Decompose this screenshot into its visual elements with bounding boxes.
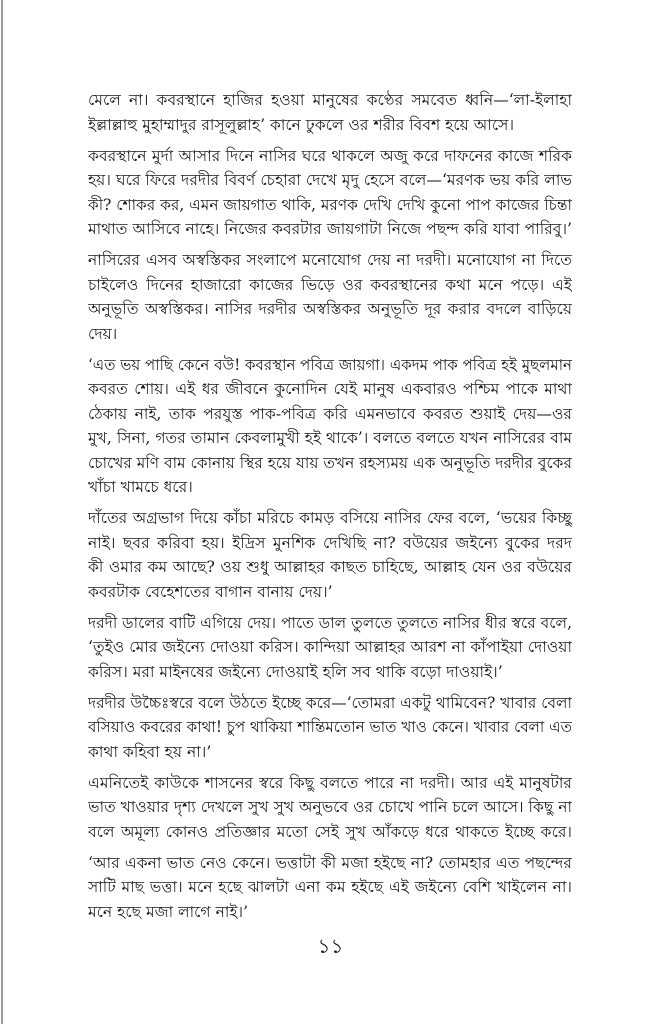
line-text: চোখের মণি বাম কোনায় স্থির হয়ে যায় তখন রহস্যময় এক অনুভূতি দরদীর বুকের <box>88 453 572 472</box>
line-text: ঠেকায় নাই, তাক পরযুস্ত পাক-পবিত্র করি এমনভাবে কবরত শুয়াই দেয়—ওর <box>88 404 572 423</box>
text-line <box>88 795 572 820</box>
line-text: সাটি মাছ ভত্তা। মনে হছে ঝালটা এনা কম হইছে এই জইন্যে বেশি খাইলেন না। <box>88 878 572 896</box>
paragraph <box>88 144 572 242</box>
line-text: মুখ, সিনা, গতর তামান কেবলামুখী হই থাকে’। বলতে বলতে যখন নাসিরের বাম <box>88 429 572 447</box>
paragraph <box>88 506 572 604</box>
line-text: ভাত খাওয়ার দৃশ্য দেখলে সুখ সুখ অনুভবে ওর চোখে পানি চলে আসে। কিছু না <box>88 798 572 816</box>
text-line <box>88 193 572 218</box>
line-text: অনুভূতি অস্বস্তিকর। নাসির দরদীর অস্বস্তিকর অনুভূতি দূর করার বদলে বাড়িয়ে <box>88 300 572 318</box>
line-text: বসিয়াও কবরের কাথা! চুপ থাকিয়া শান্তিমতোন ভাত খাও কেনে। খাবার বেলা এত <box>88 718 572 736</box>
line-text: কী? শোকর কর, এমন জায়গাত থাকি, মরণক দেখি দেখি কুনো পাপ কাজের চিন্তা <box>88 195 572 214</box>
line-text: কাথা কহিবা হয় না।’ <box>88 742 212 761</box>
line-text: নাই। ছবর করিবা হয়। ইদ্রিস মুনশিক দেখিছি না? বউয়ের জইন্যে বুকের দরদ <box>88 533 572 552</box>
text-line <box>88 475 572 500</box>
text-line <box>88 426 572 451</box>
page-number: ১১ <box>317 934 344 958</box>
line-text: খাঁচা খামচে ধরে। <box>88 478 193 496</box>
text-line <box>88 88 572 113</box>
text-line <box>88 353 572 378</box>
text-line <box>88 580 572 605</box>
line-text: দরদীর উচ্চৈঃস্বরে বলে উঠতে ইচ্ছে করে—‘তোমরা একটু থামিবেন? খাবার বেলা <box>88 693 572 712</box>
text-line <box>88 322 572 347</box>
line-text: নাসিরের এসব অস্বস্তিকর সংলাপে মনোযোগ দেয় না দরদী। মনোযোগ না দিতে <box>88 251 572 269</box>
text-line <box>88 611 572 636</box>
text-line <box>88 113 572 138</box>
paragraph <box>88 771 572 845</box>
text-line <box>88 506 572 531</box>
line-text: বলে অমূল্য কোনও প্রতিজ্ঞার মতো সেই সুখ আঁকড়ে ধরে থাকতে ইচ্ছে করে। <box>88 822 572 841</box>
text-line <box>88 297 572 322</box>
text-line <box>88 820 572 845</box>
line-text: কী ওমার কম আছে? ওয় শুধু আল্লাহর কাছত চাহিছে, আল্লাহ যেন ওর বউয়ের <box>88 558 572 576</box>
text-line <box>88 875 572 900</box>
text-line <box>88 531 572 556</box>
paragraph <box>88 88 572 137</box>
line-text: মেলে না। কবরস্থানে হাজির হওয়া মানুষের কণ্ঠের সমবেত ধ্বনি—‘লা-ইলাহা <box>88 91 572 109</box>
line-text: করিস। মরা মাইনষের জইন্যে দোওয়াই হলি সব থাকি বড়ো দাওয়াই।’ <box>88 662 503 681</box>
text-line <box>88 168 572 193</box>
line-text: এমনিতেই কাউকে শাসনের স্বরে কিছু বলতে পারে না দরদী। আর এই মানুষটার <box>88 773 572 792</box>
text-line <box>88 851 572 876</box>
text-line <box>88 660 572 685</box>
paragraph <box>88 353 572 500</box>
line-text: দরদী ডালের বাটি এগিয়ে দেয়। পাতে ডাল তুলতে তুলতে নাসির ধীর স্বরে বলে, <box>88 613 572 632</box>
body-text <box>88 88 572 931</box>
line-text: ‘তুইও মোর জইন্যে দোওয়া করিস। কান্দিয়া আল্লাহর আরশ না কাঁপাইয়া দোওয়া <box>88 638 572 656</box>
text-line <box>88 715 572 740</box>
text-line <box>88 217 572 242</box>
paragraph <box>88 851 572 925</box>
line-text: ইল্লাল্লাহু মুহাম্মাদুর রাসূলুল্লাহ’ কানে ঢুকলে ওর শরীর বিবশ হয়ে আসে। <box>88 115 515 134</box>
line-text: ‘এত ভয় পাছি কেনে বউ! কবরস্থান পবিত্র জায়গা। একদম পাক পবিত্র হই মুছলমান <box>88 355 572 374</box>
text-line <box>88 144 572 169</box>
text-line <box>88 451 572 476</box>
text-line <box>88 248 572 273</box>
text-line <box>88 900 572 925</box>
line-text: হয়। ঘরে ফিরে দরদীর বিবর্ণ চেহারা দেখে মৃদু হেসে বলে—‘মরণক ভয় করি লাভ <box>88 171 572 189</box>
line-text: দাঁতের অগ্রভাগ দিয়ে কাঁচা মরিচে কামড় বসিয়ে নাসির ফের বলে, ‘ভয়ের কিচ্ছু <box>88 509 572 527</box>
line-text: কবরটাক বেহেশতের বাগান বানায় দেয়।’ <box>88 582 333 601</box>
text-line <box>88 273 572 298</box>
line-text: ‘আর একনা ভাত নেও কেনে। ভত্তাটা কী মজা হইছে না? তোমহার এত পছন্দের <box>88 853 572 872</box>
text-line <box>88 377 572 402</box>
text-line <box>88 555 572 580</box>
line-text: মনে হছে মজা লাগে নাই।’ <box>88 902 249 921</box>
text-line <box>88 402 572 427</box>
page-edge-line <box>1 0 3 1024</box>
text-line <box>88 771 572 796</box>
line-text: দেয়। <box>88 324 118 343</box>
text-line <box>88 740 572 765</box>
paragraph <box>88 611 572 685</box>
text-line <box>88 691 572 716</box>
line-text: চাইলেও দিনের হাজারো কাজের ভিড়ে ওর কবরস্থানের কথা মনে পড়ে। এই <box>88 275 572 294</box>
paragraph <box>88 248 572 346</box>
paragraph <box>88 691 572 765</box>
line-text: কবরস্থানে মুর্দা আসার দিনে নাসির ঘরে থাকলে অজু করে দাফনের কাজে শরিক <box>88 146 572 165</box>
line-text: কবরত শোয়। এই ধর জীবনে কুনোদিন যেই মানুষ একবারও পশ্চিম পাকে মাথা <box>88 380 572 398</box>
line-text: মাথাত আসিবে নাহে। নিজের কবরটার জায়গাটা নিজে পছন্দ করি যাবা পারিবু।’ <box>88 220 572 238</box>
text-line <box>88 635 572 660</box>
